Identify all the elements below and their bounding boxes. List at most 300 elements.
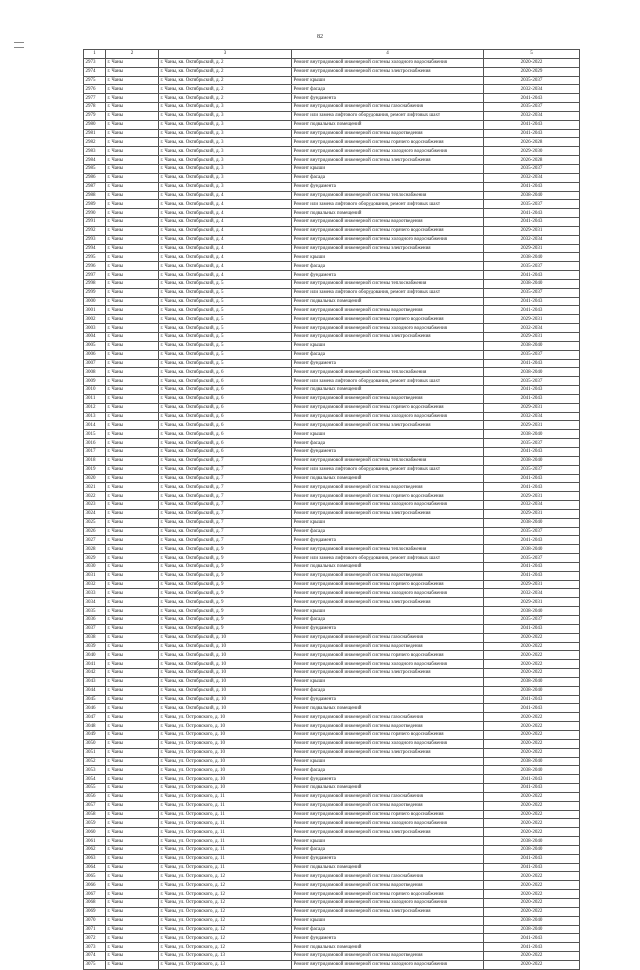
row-number-cell: 2975 [84, 76, 106, 85]
address-cell: г. Чаны, кв. Октябрьский, д. 3 [159, 138, 292, 147]
table-row [84, 483, 580, 492]
address-cell: г. Чаны, ул. Островского, д. 11 [159, 801, 292, 810]
table-row [84, 837, 580, 846]
table-row [84, 616, 580, 625]
table-body [84, 50, 580, 970]
work-type-cell: Ремонт внутридомовой инженерной системы водоотведения [292, 394, 484, 403]
table-row [84, 341, 580, 350]
table-row [84, 784, 580, 793]
settlement-cell: г. Чаны [106, 748, 159, 757]
work-type-cell: Ремонт фундамента [292, 182, 484, 191]
work-type-cell: Ремонт внутридомовой инженерной системы электроснабжения [292, 907, 484, 916]
period-cell: 2038-2040 [484, 925, 580, 934]
address-cell: г. Чаны, ул. Островского, д. 11 [159, 854, 292, 863]
row-number-cell: 2980 [84, 120, 106, 129]
settlement-cell: г. Чаны [106, 279, 159, 288]
period-cell: 2029-2031 [484, 421, 580, 430]
settlement-cell: г. Чаны [106, 916, 159, 925]
settlement-cell: г. Чаны [106, 76, 159, 85]
work-type-cell: Ремонт подвальных помещений [292, 297, 484, 306]
work-type-cell: Ремонт внутридомовой инженерной системы водоотведения [292, 129, 484, 138]
work-type-cell: Ремонт внутридомовой инженерной системы горячего водоснабжения [292, 492, 484, 501]
row-number-cell: 3044 [84, 686, 106, 695]
table-row [84, 421, 580, 430]
period-cell: 2020-2022 [484, 660, 580, 669]
row-number-cell: 3032 [84, 580, 106, 589]
work-type-cell: Ремонт внутридомовой инженерной системы водоотведения [292, 306, 484, 315]
period-cell: 2035-2037 [484, 350, 580, 359]
settlement-cell: г. Чаны [106, 828, 159, 837]
period-cell: 2029-2031 [484, 492, 580, 501]
table-row [84, 394, 580, 403]
period-cell: 2020-2022 [484, 651, 580, 660]
address-cell: г. Чаны, кв. Октябрьский, д. 6 [159, 421, 292, 430]
work-type-cell: Ремонт внутридомовой инженерной системы электроснабжения [292, 669, 484, 678]
row-number-cell: 3060 [84, 828, 106, 837]
address-cell: г. Чаны, кв. Октябрьский, д. 3 [159, 173, 292, 182]
settlement-cell: г. Чаны [106, 651, 159, 660]
row-number-cell: 2992 [84, 226, 106, 235]
address-cell: г. Чаны, ул. Островского, д. 13 [159, 952, 292, 961]
row-number-cell: 2986 [84, 173, 106, 182]
table-row [84, 952, 580, 961]
row-number-cell: 2997 [84, 271, 106, 280]
address-cell: г. Чаны, кв. Октябрьский, д. 9 [159, 545, 292, 554]
settlement-cell: г. Чаны [106, 244, 159, 253]
table-row [84, 518, 580, 527]
row-number-cell: 3003 [84, 324, 106, 333]
row-number-cell: 3016 [84, 439, 106, 448]
table-row [84, 501, 580, 510]
settlement-cell: г. Чаны [106, 218, 159, 227]
settlement-cell: г. Чаны [106, 386, 159, 395]
work-type-cell: Ремонт внутридомовой инженерной системы водоотведения [292, 881, 484, 890]
address-cell: г. Чаны, кв. Октябрьский, д. 6 [159, 394, 292, 403]
settlement-cell: г. Чаны [106, 598, 159, 607]
table-row [84, 279, 580, 288]
address-cell: г. Чаны, кв. Октябрьский, д. 6 [159, 368, 292, 377]
work-type-cell: Ремонт внутридомовой инженерной системы холодного водоснабжения [292, 660, 484, 669]
table-row [84, 633, 580, 642]
address-cell: г. Чаны, ул. Островского, д. 11 [159, 837, 292, 846]
period-cell: 2035-2037 [484, 465, 580, 474]
address-cell: г. Чаны, ул. Островского, д. 11 [159, 863, 292, 872]
address-cell: г. Чаны, кв. Октябрьский, д. 4 [159, 200, 292, 209]
row-number-cell: 3071 [84, 925, 106, 934]
period-cell: 2041-2043 [484, 297, 580, 306]
row-number-cell: 3011 [84, 394, 106, 403]
settlement-cell: г. Чаны [106, 845, 159, 854]
settlement-cell: г. Чаны [106, 518, 159, 527]
work-type-cell: Ремонт крыши [292, 430, 484, 439]
address-cell: г. Чаны, ул. Островского, д. 10 [159, 775, 292, 784]
table-row [84, 571, 580, 580]
address-cell: г. Чаны, кв. Октябрьский, д. 9 [159, 562, 292, 571]
table-row [84, 739, 580, 748]
table-row [84, 218, 580, 227]
work-type-cell: Ремонт фасада [292, 439, 484, 448]
address-cell: г. Чаны, кв. Октябрьский, д. 5 [159, 333, 292, 342]
address-cell: г. Чаны, кв. Октябрьский, д. 6 [159, 439, 292, 448]
address-cell: г. Чаны, кв. Октябрьский, д. 2 [159, 85, 292, 94]
period-cell: 2038-2040 [484, 916, 580, 925]
period-cell: 2041-2043 [484, 854, 580, 863]
period-cell: 2032-2034 [484, 85, 580, 94]
settlement-cell: г. Чаны [106, 899, 159, 908]
header-row [84, 50, 580, 59]
settlement-cell: г. Чаны [106, 854, 159, 863]
address-cell: г. Чаны, кв. Октябрьский, д. 4 [159, 226, 292, 235]
settlement-cell: г. Чаны [106, 554, 159, 563]
period-cell: 2026-2028 [484, 138, 580, 147]
table-row [84, 810, 580, 819]
period-cell: 2038-2040 [484, 757, 580, 766]
row-number-cell: 3018 [84, 456, 106, 465]
row-number-cell: 2978 [84, 103, 106, 112]
work-type-cell: Ремонт подвальных помещений [292, 863, 484, 872]
settlement-cell: г. Чаны [106, 403, 159, 412]
period-cell: 2020-2022 [484, 58, 580, 67]
settlement-cell: г. Чаны [106, 810, 159, 819]
header-cell-5: 5 [484, 50, 580, 59]
work-type-cell: Ремонт крыши [292, 76, 484, 85]
work-type-cell: Ремонт фундамента [292, 536, 484, 545]
work-type-cell: Ремонт крыши [292, 341, 484, 350]
address-cell: г. Чаны, кв. Октябрьский, д. 7 [159, 509, 292, 518]
work-type-cell: Ремонт крыши [292, 607, 484, 616]
period-cell: 2029-2031 [484, 315, 580, 324]
work-type-cell: Ремонт внутридомовой инженерной системы горячего водоснабжения [292, 890, 484, 899]
work-type-cell: Ремонт внутридомовой инженерной системы теплоснабжения [292, 368, 484, 377]
address-cell: г. Чаны, ул. Островского, д. 11 [159, 828, 292, 837]
table-row [84, 757, 580, 766]
row-number-cell: 3034 [84, 598, 106, 607]
address-cell: г. Чаны, кв. Октябрьский, д. 4 [159, 235, 292, 244]
period-cell: 2041-2043 [484, 775, 580, 784]
table-row [84, 156, 580, 165]
work-type-cell: Ремонт подвальных помещений [292, 386, 484, 395]
work-type-cell: Ремонт внутридомовой инженерной системы холодного водоснабжения [292, 235, 484, 244]
table-row [84, 642, 580, 651]
period-cell: 2035-2037 [484, 103, 580, 112]
table-row [84, 412, 580, 421]
table-row [84, 695, 580, 704]
period-cell: 2041-2043 [484, 447, 580, 456]
address-cell: г. Чаны, ул. Островского, д. 10 [159, 713, 292, 722]
row-number-cell: 3054 [84, 775, 106, 784]
address-cell: г. Чаны, кв. Октябрьский, д. 5 [159, 288, 292, 297]
settlement-cell: г. Чаны [106, 58, 159, 67]
row-number-cell: 3051 [84, 748, 106, 757]
work-type-cell: Ремонт фасада [292, 845, 484, 854]
address-cell: г. Чаны, кв. Октябрьский, д. 7 [159, 536, 292, 545]
work-type-cell: Ремонт фасада [292, 616, 484, 625]
work-type-cell: Ремонт внутридомовой инженерной системы горячего водоснабжения [292, 730, 484, 739]
period-cell: 2020-2022 [484, 713, 580, 722]
work-type-cell: Ремонт внутридомовой инженерной системы холодного водоснабжения [292, 324, 484, 333]
table-row [84, 669, 580, 678]
address-cell: г. Чаны, кв. Октябрьский, д. 7 [159, 474, 292, 483]
address-cell: г. Чаны, ул. Островского, д. 12 [159, 943, 292, 952]
period-cell: 2032-2034 [484, 589, 580, 598]
table-row [84, 306, 580, 315]
period-cell: 2038-2040 [484, 253, 580, 262]
work-type-cell: Ремонт внутридомовой инженерной системы водоотведения [292, 952, 484, 961]
table-row [84, 333, 580, 342]
row-number-cell: 3041 [84, 660, 106, 669]
address-cell: г. Чаны, кв. Октябрьский, д. 7 [159, 492, 292, 501]
settlement-cell: г. Чаны [106, 156, 159, 165]
row-number-cell: 2993 [84, 235, 106, 244]
settlement-cell: г. Чаны [106, 271, 159, 280]
row-number-cell: 3053 [84, 766, 106, 775]
settlement-cell: г. Чаны [106, 94, 159, 103]
address-cell: г. Чаны, ул. Островского, д. 11 [159, 819, 292, 828]
period-cell: 2041-2043 [484, 129, 580, 138]
settlement-cell: г. Чаны [106, 819, 159, 828]
work-type-cell: Ремонт внутридомовой инженерной системы газоснабжения [292, 792, 484, 801]
address-cell: г. Чаны, кв. Октябрьский, д. 5 [159, 306, 292, 315]
address-cell: г. Чаны, ул. Островского, д. 10 [159, 722, 292, 731]
period-cell: 2020-2022 [484, 872, 580, 881]
work-type-cell: Ремонт внутридомовой инженерной системы водоотведения [292, 483, 484, 492]
settlement-cell: г. Чаны [106, 306, 159, 315]
row-number-cell: 3048 [84, 722, 106, 731]
settlement-cell: г. Чаны [106, 103, 159, 112]
settlement-cell: г. Чаны [106, 509, 159, 518]
table-row [84, 350, 580, 359]
work-type-cell: Ремонт или замена лифтового оборудования, ремонт лифтовых шахт [292, 377, 484, 386]
settlement-cell: г. Чаны [106, 350, 159, 359]
settlement-cell: г. Чаны [106, 138, 159, 147]
settlement-cell: г. Чаны [106, 677, 159, 686]
address-cell: г. Чаны, кв. Октябрьский, д. 4 [159, 253, 292, 262]
table-row [84, 960, 580, 969]
address-cell: г. Чаны, кв. Октябрьский, д. 5 [159, 297, 292, 306]
table-row [84, 934, 580, 943]
table-row [84, 209, 580, 218]
row-number-cell: 3023 [84, 501, 106, 510]
work-type-cell: Ремонт внутридомовой инженерной системы горячего водоснабжения [292, 315, 484, 324]
table-row [84, 704, 580, 713]
row-number-cell: 2988 [84, 191, 106, 200]
margin-tick [14, 47, 24, 48]
address-cell: г. Чаны, ул. Островского, д. 10 [159, 739, 292, 748]
period-cell: 2020-2022 [484, 819, 580, 828]
address-cell: г. Чаны, кв. Октябрьский, д. 4 [159, 244, 292, 253]
settlement-cell: г. Чаны [106, 377, 159, 386]
period-cell: 2041-2043 [484, 306, 580, 315]
work-type-cell: Ремонт внутридомовой инженерной системы газоснабжения [292, 633, 484, 642]
period-cell: 2035-2037 [484, 377, 580, 386]
settlement-cell: г. Чаны [106, 173, 159, 182]
period-cell: 2020-2022 [484, 730, 580, 739]
table-row [84, 554, 580, 563]
row-number-cell: 3049 [84, 730, 106, 739]
address-cell: г. Чаны, кв. Октябрьский, д. 5 [159, 315, 292, 324]
table-row [84, 607, 580, 616]
address-cell: г. Чаны, ул. Островского, д. 11 [159, 792, 292, 801]
period-cell: 2029-2030 [484, 147, 580, 156]
table-row [84, 492, 580, 501]
period-cell: 2032-2034 [484, 501, 580, 510]
settlement-cell: г. Чаны [106, 527, 159, 536]
settlement-cell: г. Чаны [106, 766, 159, 775]
address-cell: г. Чаны, кв. Октябрьский, д. 4 [159, 209, 292, 218]
period-cell: 2035-2037 [484, 164, 580, 173]
table-row [84, 562, 580, 571]
address-cell: г. Чаны, кв. Октябрьский, д. 10 [159, 695, 292, 704]
row-number-cell: 2995 [84, 253, 106, 262]
row-number-cell: 3001 [84, 306, 106, 315]
header-cell-3: 3 [159, 50, 292, 59]
work-type-cell: Ремонт внутридомовой инженерной системы холодного водоснабжения [292, 501, 484, 510]
settlement-cell: г. Чаны [106, 757, 159, 766]
period-cell: 2035-2037 [484, 288, 580, 297]
address-cell: г. Чаны, кв. Октябрьский, д. 6 [159, 430, 292, 439]
work-type-cell: Ремонт фасада [292, 925, 484, 934]
settlement-cell: г. Чаны [106, 226, 159, 235]
header-cell-2: 2 [106, 50, 159, 59]
period-cell: 2041-2043 [484, 536, 580, 545]
table-row [84, 509, 580, 518]
period-cell: 2035-2037 [484, 439, 580, 448]
row-number-cell: 3027 [84, 536, 106, 545]
table-row [84, 173, 580, 182]
table-row [84, 624, 580, 633]
period-cell: 2038-2040 [484, 430, 580, 439]
period-cell: 2020-2022 [484, 633, 580, 642]
address-cell: г. Чаны, ул. Островского, д. 11 [159, 810, 292, 819]
address-cell: г. Чаны, кв. Октябрьский, д. 10 [159, 651, 292, 660]
address-cell: г. Чаны, ул. Островского, д. 12 [159, 890, 292, 899]
period-cell: 2041-2043 [484, 863, 580, 872]
row-number-cell: 3047 [84, 713, 106, 722]
table-row [84, 872, 580, 881]
period-cell: 2041-2043 [484, 394, 580, 403]
settlement-cell: г. Чаны [106, 960, 159, 969]
work-type-cell: Ремонт внутридомовой инженерной системы электроснабжения [292, 67, 484, 76]
table-row [84, 138, 580, 147]
settlement-cell: г. Чаны [106, 925, 159, 934]
row-number-cell: 3002 [84, 315, 106, 324]
settlement-cell: г. Чаны [106, 315, 159, 324]
address-cell: г. Чаны, кв. Октябрьский, д. 5 [159, 341, 292, 350]
period-cell: 2020-2022 [484, 669, 580, 678]
row-number-cell: 3013 [84, 412, 106, 421]
work-type-cell: Ремонт внутридомовой инженерной системы холодного водоснабжения [292, 960, 484, 969]
table-row [84, 899, 580, 908]
table-row [84, 191, 580, 200]
settlement-cell: г. Чаны [106, 147, 159, 156]
table-row [84, 324, 580, 333]
row-number-cell: 3040 [84, 651, 106, 660]
period-cell: 2041-2043 [484, 209, 580, 218]
period-cell: 2041-2043 [484, 386, 580, 395]
row-number-cell: 3025 [84, 518, 106, 527]
work-type-cell: Ремонт внутридомовой инженерной системы горячего водоснабжения [292, 403, 484, 412]
work-type-cell: Ремонт фасада [292, 262, 484, 271]
settlement-cell: г. Чаны [106, 200, 159, 209]
margin-tick [14, 42, 24, 43]
settlement-cell: г. Чаны [106, 943, 159, 952]
settlement-cell: г. Чаны [106, 934, 159, 943]
work-type-cell: Ремонт фасада [292, 350, 484, 359]
period-cell: 2035-2037 [484, 76, 580, 85]
table-row [84, 456, 580, 465]
settlement-cell: г. Чаны [106, 447, 159, 456]
work-type-cell: Ремонт подвальных помещений [292, 562, 484, 571]
address-cell: г. Чаны, кв. Октябрьский, д. 4 [159, 271, 292, 280]
row-number-cell: 3017 [84, 447, 106, 456]
settlement-cell: г. Чаны [106, 430, 159, 439]
settlement-cell: г. Чаны [106, 129, 159, 138]
work-type-cell: Ремонт внутридомовой инженерной системы холодного водоснабжения [292, 589, 484, 598]
period-cell: 2041-2043 [484, 562, 580, 571]
table-row [84, 775, 580, 784]
row-number-cell: 3058 [84, 810, 106, 819]
table-row [84, 288, 580, 297]
address-cell: г. Чаны, кв. Октябрьский, д. 5 [159, 350, 292, 359]
period-cell: 2020-2022 [484, 801, 580, 810]
table-row [84, 722, 580, 731]
address-cell: г. Чаны, ул. Островского, д. 12 [159, 881, 292, 890]
address-cell: г. Чаны, ул. Островского, д. 12 [159, 899, 292, 908]
table-row [84, 226, 580, 235]
settlement-cell: г. Чаны [106, 501, 159, 510]
row-number-cell: 3036 [84, 616, 106, 625]
table-row [84, 200, 580, 209]
table-row [84, 297, 580, 306]
settlement-cell: г. Чаны [106, 722, 159, 731]
settlement-cell: г. Чаны [106, 863, 159, 872]
work-type-cell: Ремонт фундамента [292, 934, 484, 943]
settlement-cell: г. Чаны [106, 872, 159, 881]
settlement-cell: г. Чаны [106, 288, 159, 297]
settlement-cell: г. Чаны [106, 359, 159, 368]
work-type-cell: Ремонт внутридомовой инженерной системы электроснабжения [292, 828, 484, 837]
settlement-cell: г. Чаны [106, 881, 159, 890]
table-row [84, 748, 580, 757]
settlement-cell: г. Чаны [106, 191, 159, 200]
address-cell: г. Чаны, кв. Октябрьский, д. 7 [159, 483, 292, 492]
row-number-cell: 3052 [84, 757, 106, 766]
row-number-cell: 2982 [84, 138, 106, 147]
settlement-cell: г. Чаны [106, 182, 159, 191]
work-type-cell: Ремонт внутридомовой инженерной системы теплоснабжения [292, 279, 484, 288]
settlement-cell: г. Чаны [106, 439, 159, 448]
table-row [84, 598, 580, 607]
row-number-cell: 2998 [84, 279, 106, 288]
table-row [84, 854, 580, 863]
row-number-cell: 3063 [84, 854, 106, 863]
period-cell: 2041-2043 [484, 704, 580, 713]
table-row [84, 863, 580, 872]
work-type-cell: Ремонт внутридомовой инженерной системы электроснабжения [292, 509, 484, 518]
settlement-cell: г. Чаны [106, 775, 159, 784]
settlement-cell: г. Чаны [106, 616, 159, 625]
table-row [84, 890, 580, 899]
settlement-cell: г. Чаны [106, 642, 159, 651]
period-cell: 2041-2043 [484, 120, 580, 129]
settlement-cell: г. Чаны [106, 562, 159, 571]
address-cell: г. Чаны, кв. Октябрьский, д. 10 [159, 633, 292, 642]
work-type-cell: Ремонт крыши [292, 916, 484, 925]
address-cell: г. Чаны, кв. Октябрьский, д. 5 [159, 279, 292, 288]
work-type-cell: Ремонт подвальных помещений [292, 704, 484, 713]
settlement-cell: г. Чаны [106, 580, 159, 589]
period-cell: 2041-2043 [484, 474, 580, 483]
